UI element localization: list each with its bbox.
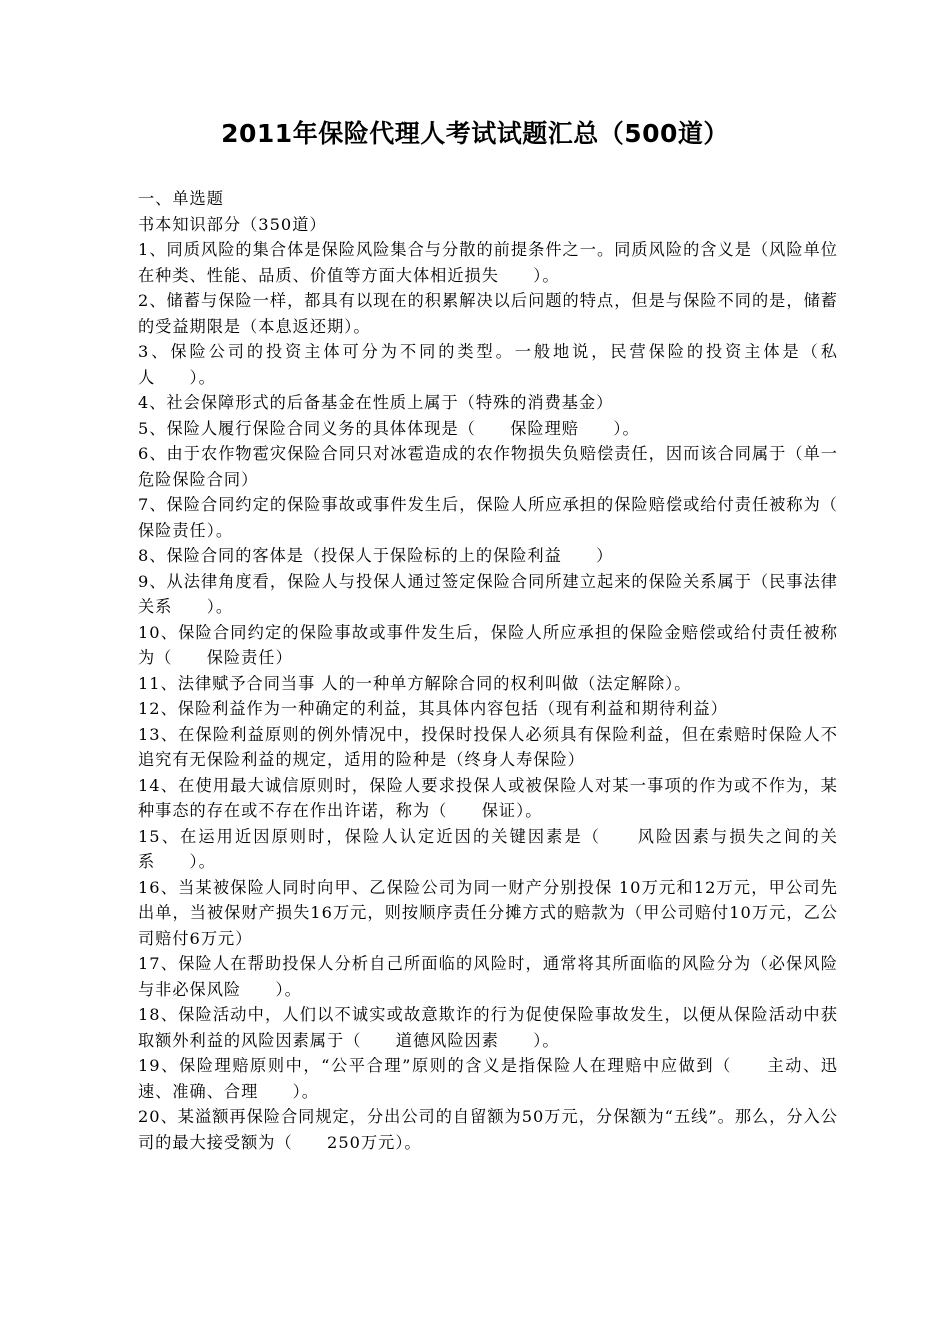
document-body [138,186,873,1155]
question-item: 20、某溢额再保险合同规定，分出公司的自留额为50万元，分保额为“五线”。那么，分入公司的最大接受额为（ 250万元）。 [138,1107,838,1152]
question-item: 8、保险合同的客体是（投保人于保险标的上的保险利益 ） [138,546,614,565]
question-item: 12、保险利益作为一种确定的利益，其具体内容包括（现有利益和期待利益） [138,699,728,718]
question-item: 1、同质风险的集合体是保险风险集合与分散的前提条件之一。同质风险的含义是（风险单位在种类、性能、品质、价值等方面大体相近损失 ）。 [138,240,838,285]
question-item: 18、保险活动中，人们以不诚实或故意欺诈的行为促使保险事故发生，以便从保险活动中获取额外利益的风险因素属于（ 道德风险因素 ）。 [138,1005,838,1050]
question-item: 16、当某被保险人同时向甲、乙保险公司为同一财产分别投保 10万元和12万元，甲公司先出单，当被保财产损失16万元，则按顺序责任分摊方式的赔款为（甲公司赔付10万元，乙公司赔付6万元） [138,877,838,948]
question-item: 10、保险合同约定的保险事故或事件发生后，保险人所应承担的保险金赔偿或给付责任被称为（ 保险责任） [138,622,838,667]
question-item: 13、在保险利益原则的例外情况中，投保时投保人必须具有保险利益，但在索赔时保险人不追究有无保险利益的规定，适用的险种是（终身人寿保险） [138,724,838,769]
question-item: 5、保险人履行保险合同义务的具体体现是（ 保险理赔 ）。 [138,418,640,438]
question-item: 9、从法律角度看，保险人与投保人通过签定保险合同所建立起来的保险关系属于（民事法律关系 ）。 [138,571,838,616]
document-title: 2011年保险代理人考试试题汇总（500道） [221,119,729,148]
question-item: 11、法律赋予合同当事 人的一种单方解除合同的权利叫做（法定解除）。 [138,673,692,693]
section-heading: 一、单选题 [138,189,224,208]
subsection-heading: 书本知识部分（350道） [138,214,327,234]
question-item: 2、储蓄与保险一样，都具有以现在的积累解决以后问题的特点，但是与保险不同的是，储蓄的受益期限是（本息返还期）。 [138,291,838,336]
question-item: 19、保险理赔原则中，“公平合理”原则的含义是指保险人在理赔中应做到（ 主动、迅速、准确、合理 ）。 [138,1056,838,1101]
question-item: 3、保险公司的投资主体可分为不同的类型。一般地说，民营保险的投资主体是（私人 ）。 [138,342,838,387]
question-item: 14、在使用最大诚信原则时，保险人要求投保人或被保险人对某一事项的作为或不作为，某种事态的存在或不存在作出许诺，称为（ 保证）。 [138,775,838,820]
question-item: 7、保险合同约定的保险事故或事件发生后，保险人所应承担的保险赔偿或给付责任被称为（ 保险责任）。 [138,495,873,540]
question-item: 15、在运用近因原则时，保险人认定近因的关键因素是（ 风险因素与损失之间的关系 ）。 [138,826,838,871]
question-item: 6、由于农作物雹灾保险合同只对冰雹造成的农作物损失负赔偿责任，因而该合同属于（单一危险保险合同） [138,444,838,489]
question-item: 17、保险人在帮助投保人分析自己所面临的风险时，通常将其所面临的风险分为（必保风险与非必保风险 ）。 [138,954,838,999]
question-item: 4、社会保障形式的后备基金在性质上属于（特殊的消费基金） [138,393,614,412]
